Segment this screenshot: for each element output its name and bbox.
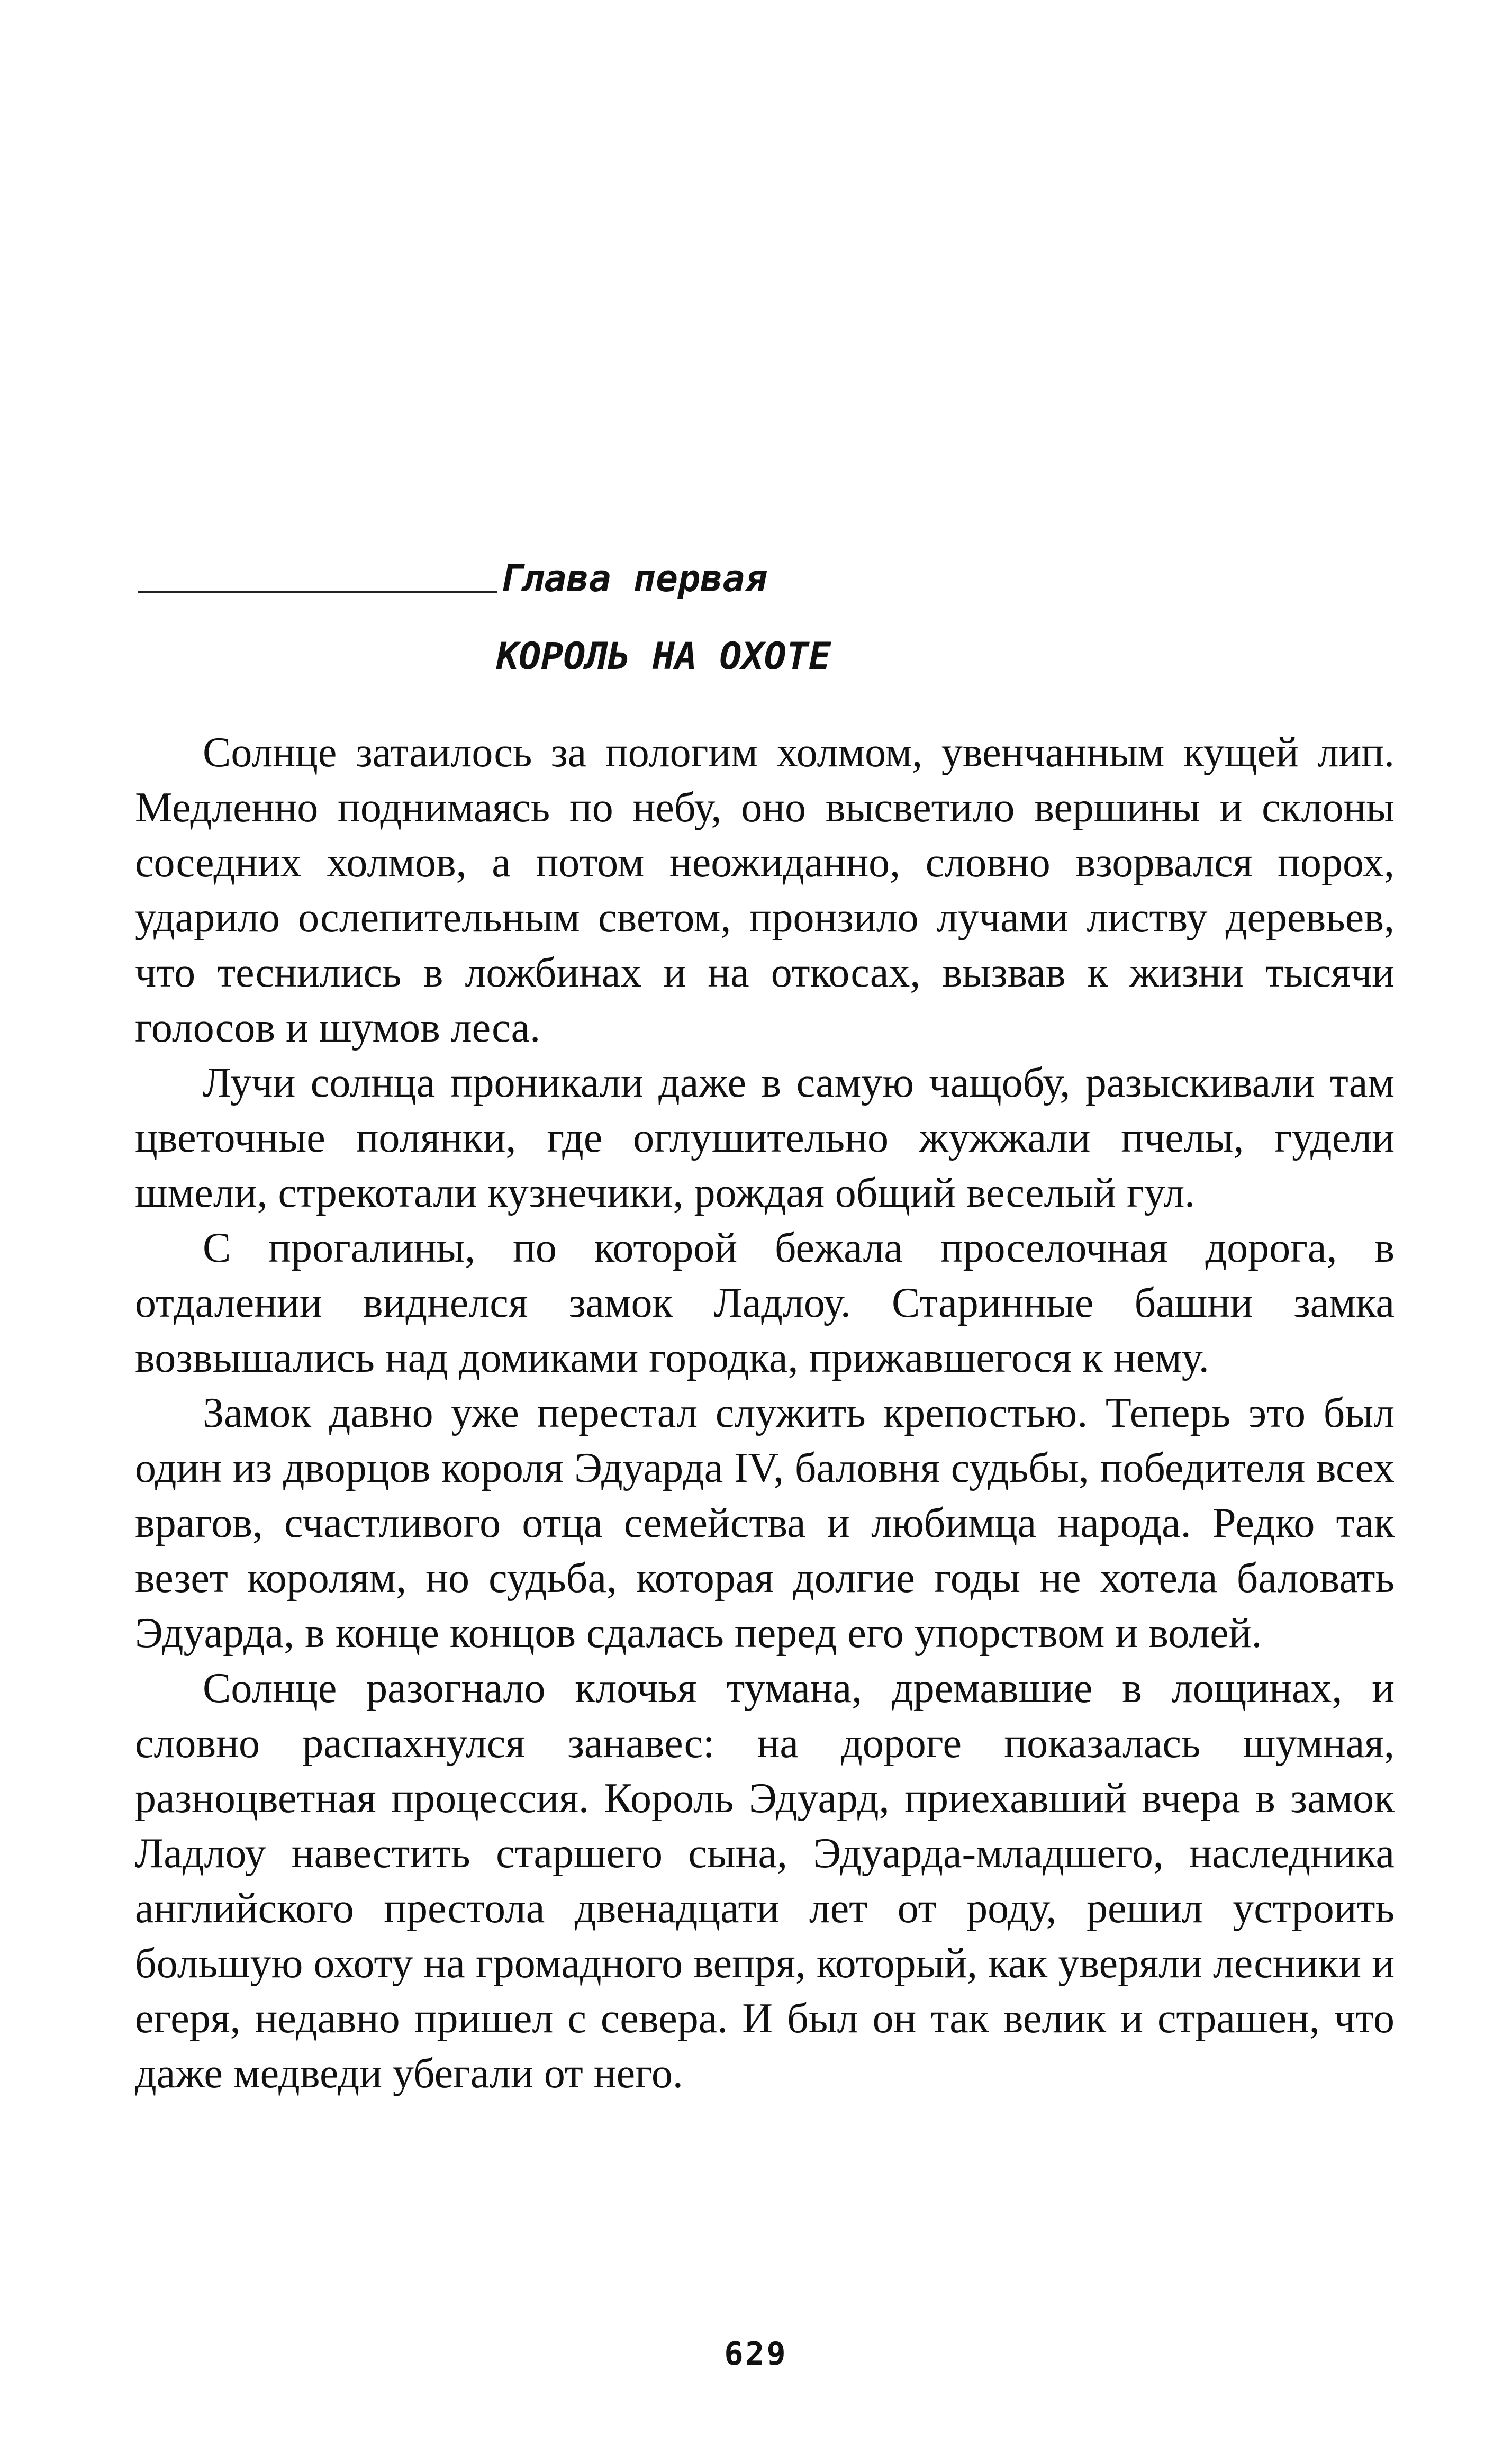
page-number: 629 (724, 2336, 788, 2373)
chapter-title: КОРОЛЬ НА ОХОТЕ (496, 635, 831, 678)
chapter-label: Глава первая (500, 557, 767, 600)
paragraph: Лучи солнца проникали даже в самую чащобу, разыскивали там цветочные полянки, где оглушительно жужжали пчелы, гудели шмели, стрекотали кузнечики, рождая общий веселый гул. (135, 1060, 1395, 1216)
paragraph: Солнце затаилось за пологим холмом, увенчанным кущей лип. Медленно поднимаясь по небу, оно высветило вершины и склоны соседних холмов, а потом неожиданно, словно взорвался порох, ударило ослепительным светом, пронзило лучами листву деревьев, что теснились в ложбинах и на откосах, вызвав к жизни тысячи голосов и шумов леса. (135, 729, 1395, 1051)
chapter-heading (138, 557, 767, 600)
paragraph: Солнце разогнало клочья тумана, дремавшие в лощинах, и словно распахнулся занавес: на дороге показалась шумная, разноцветная процессия. Король Эдуард, приехавший вчера в замок Ладлоу навестить старшего сына, Эдуарда-младшего, наследника английского престола двенадцати лет от роду, решил устроить большую охоту на громадного вепря, который, как уверяли лесники и егеря, недавно пришел с севера. И был он так велик и страшен, что даже медведи убегали от него. (135, 1665, 1395, 2097)
paragraph: С прогалины, по которой бежала проселочная дорога, в отдалении виднелся замок Ладлоу. Старинные башни замка возвышались над домиками городка, прижавшегося к нему. (135, 1225, 1395, 1381)
body-text (135, 725, 1395, 2101)
chapter-rule (138, 591, 497, 593)
paragraph: Замок давно уже перестал служить крепостью. Теперь это был один из дворцов короля Эдуарда IV, баловня судьбы, победителя всех врагов, счастливого отца семейства и любимца народа. Редко так везет королям, но судьба, которая долгие годы не хотела баловать Эдуарда, в конце концов сдалась перед его упорством и волей. (135, 1390, 1395, 1657)
